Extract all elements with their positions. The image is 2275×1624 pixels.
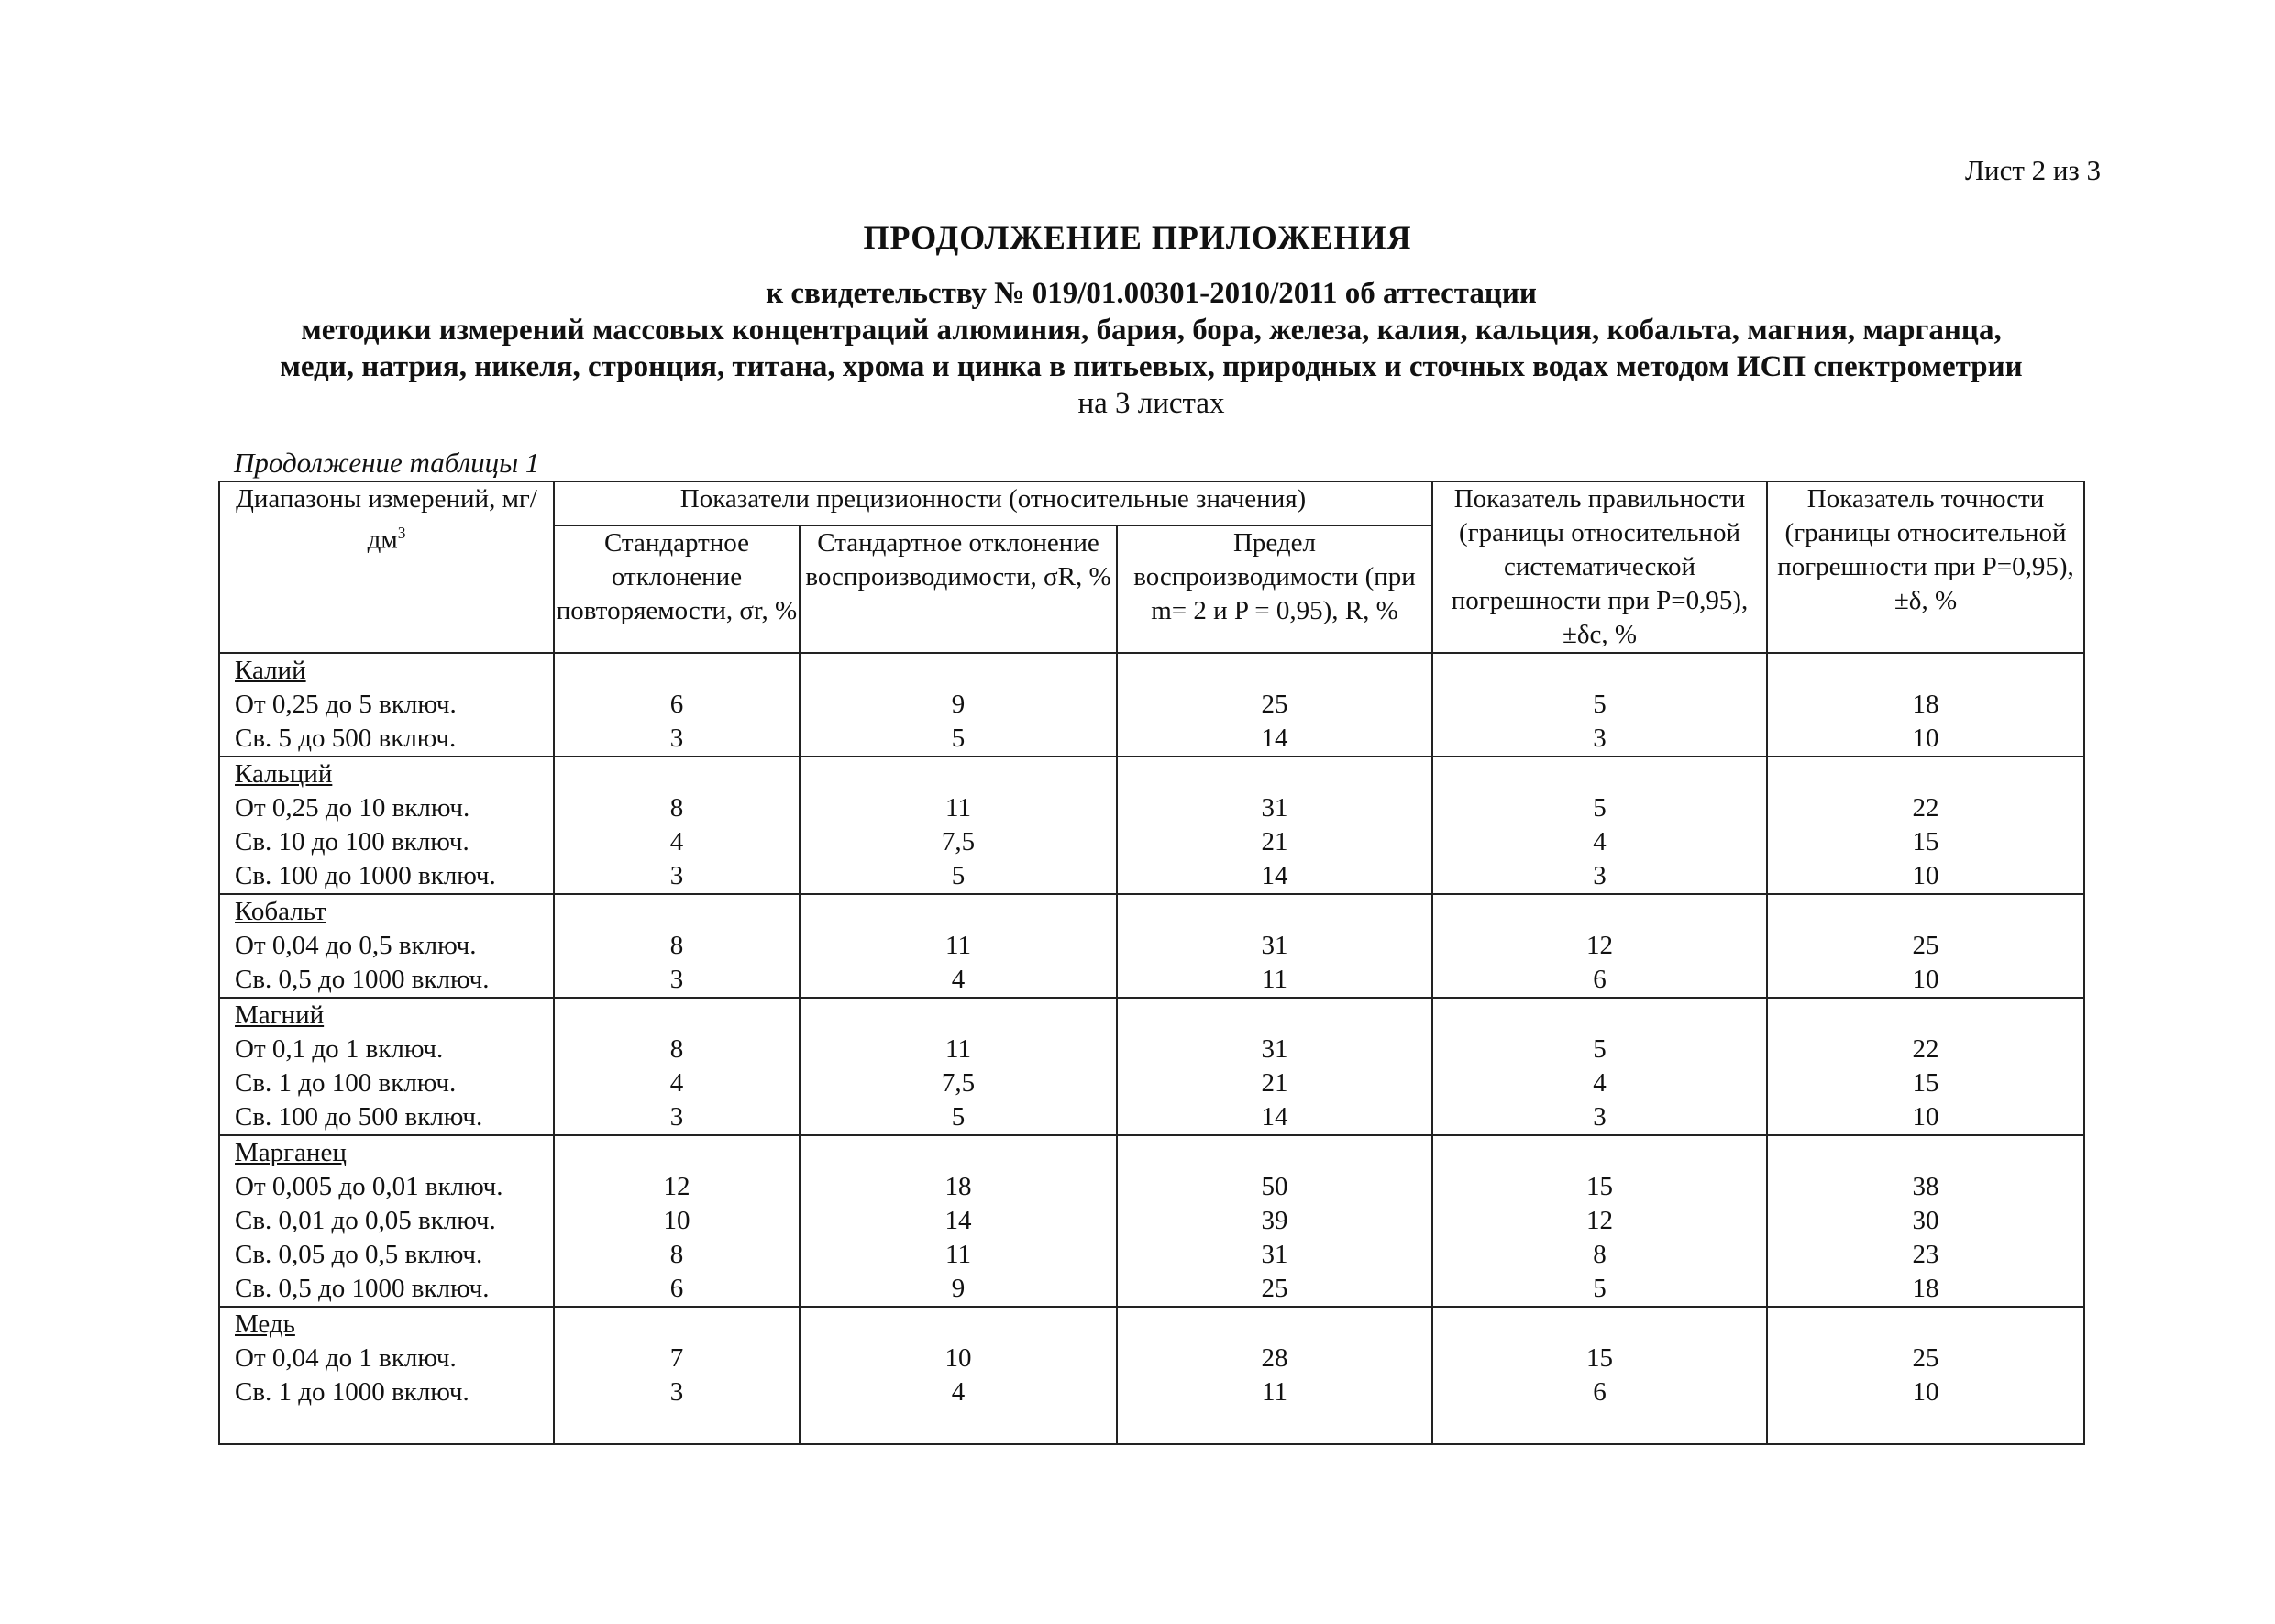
value-cell-sr: [554, 653, 800, 757]
value-sr: 6: [669, 690, 684, 719]
value-dc: 15: [1586, 1343, 1614, 1373]
value-dc: 3: [1593, 724, 1607, 753]
value-sr: 6: [669, 1274, 684, 1303]
header-reproducibility: Стандартное отклонение воспроизводимости, σR, %: [800, 525, 1117, 653]
element-name: Калий: [235, 656, 306, 685]
value-spacer: [555, 1136, 799, 1170]
range-value: Св. 100 до 500 включ.: [235, 1102, 483, 1132]
sheet-number: Лист 2 из 3: [1964, 154, 2101, 186]
value-cell-sR: [800, 1307, 1117, 1444]
value-spacer: [1433, 654, 1766, 688]
value-sR: 7,5: [941, 1068, 976, 1098]
value-cell-dc: [1432, 894, 1767, 998]
value-R: 31: [1261, 1034, 1288, 1064]
value-spacer: [555, 999, 799, 1033]
value-sr: 4: [669, 827, 684, 856]
value-d: 18: [1912, 690, 1939, 719]
value-R: 14: [1261, 1102, 1288, 1132]
range-value: От 0,1 до 1 включ.: [235, 1034, 444, 1064]
range-cell: [219, 1307, 554, 1444]
value-dc: 8: [1593, 1240, 1607, 1269]
range-cell: [219, 998, 554, 1135]
value-cell-sr: [554, 757, 800, 894]
value-d: 15: [1912, 827, 1939, 856]
table-group-row: [219, 653, 2084, 757]
value-spacer: [1118, 654, 1431, 688]
value-cell-R: [1117, 653, 1432, 757]
value-sr: 8: [669, 1240, 684, 1269]
document-title: ПРОДОЛЖЕНИЕ ПРИЛОЖЕНИЯ: [863, 219, 1412, 256]
value-sR: 11: [945, 793, 971, 823]
value-cell-sR: [800, 653, 1117, 757]
value-cell-sR: [800, 1135, 1117, 1307]
range-value: Св. 10 до 100 включ.: [235, 827, 469, 856]
value-d: 30: [1912, 1206, 1939, 1235]
value-spacer: [1768, 999, 2083, 1033]
value-d: 10: [1912, 965, 1939, 994]
range-value: От 0,005 до 0,01 включ.: [235, 1172, 503, 1201]
value-dc: 5: [1593, 690, 1607, 719]
subtitle-line-4: на 3 листах: [1077, 387, 1225, 420]
header-limit: Предел воспроизводимости (при m= 2 и P = 0,95), R, %: [1117, 525, 1432, 653]
value-cell-R: [1117, 894, 1432, 998]
value-cell-sr: [554, 1307, 800, 1444]
value-R: 21: [1261, 1068, 1288, 1098]
subtitle-line-3: меди, натрия, никеля, стронция, титана, хрома и цинка в питьевых, природных и сточных водах методом ИСП спектрометрии: [280, 350, 2023, 383]
value-spacer: [1768, 1136, 2083, 1170]
value-cell-R: [1117, 757, 1432, 894]
value-sr: 8: [669, 1034, 684, 1064]
value-dc: 3: [1593, 1102, 1607, 1132]
value-dc: 15: [1586, 1172, 1614, 1201]
range-value: От 0,25 до 5 включ.: [235, 690, 457, 719]
range-value: Св. 1 до 1000 включ.: [235, 1377, 469, 1407]
value-R: 21: [1261, 827, 1288, 856]
value-cell-sR: [800, 894, 1117, 998]
value-sr: 8: [669, 931, 684, 960]
value-spacer: [801, 1308, 1116, 1342]
table-group-row: [219, 1135, 2084, 1307]
value-cell-dc: [1432, 1135, 1767, 1307]
value-spacer: [1433, 999, 1766, 1033]
range-value: Св. 5 до 500 включ.: [235, 724, 457, 753]
range-value: Св. 100 до 1000 включ.: [235, 861, 496, 890]
value-sR: 10: [944, 1343, 972, 1373]
value-R: 11: [1262, 965, 1287, 994]
table-body: [219, 653, 2084, 1444]
value-spacer: [555, 757, 799, 791]
value-sR: 9: [951, 1274, 966, 1303]
range-value: Св. 0,5 до 1000 включ.: [235, 965, 490, 994]
value-spacer: [1118, 895, 1431, 929]
value-cell-d: [1767, 998, 2084, 1135]
precision-table: [218, 481, 2085, 1445]
value-cell-sR: [800, 757, 1117, 894]
value-sR: 9: [951, 690, 966, 719]
range-value: Св. 0,5 до 1000 включ.: [235, 1274, 490, 1303]
header-trueness: Показатель правильности (границы относительной систематической погрешности при P=0,95), ±δc, %: [1432, 481, 1767, 653]
header-range: [219, 481, 554, 653]
table-end-spacer: [235, 1409, 553, 1443]
element-name: Кобальт: [235, 897, 326, 926]
value-cell-d: [1767, 653, 2084, 757]
range-value: От 0,25 до 10 включ.: [235, 793, 470, 823]
range-cell: [219, 1135, 554, 1307]
value-cell-sr: [554, 1135, 800, 1307]
value-sR: 14: [944, 1206, 972, 1235]
value-spacer: [1118, 999, 1431, 1033]
value-sR: 5: [951, 861, 966, 890]
value-R: 31: [1261, 1240, 1288, 1269]
value-spacer: [801, 895, 1116, 929]
value-cell-sR: [800, 998, 1117, 1135]
value-cell-sr: [554, 894, 800, 998]
value-spacer: [1433, 895, 1766, 929]
value-d: 10: [1912, 861, 1939, 890]
value-cell-dc: [1432, 1307, 1767, 1444]
table-group-row: [219, 757, 2084, 894]
value-sR: 5: [951, 1102, 966, 1132]
element-name: Марганец: [235, 1138, 347, 1167]
value-d: 23: [1912, 1240, 1939, 1269]
value-spacer: [1768, 1308, 2083, 1342]
value-R: 25: [1261, 1274, 1288, 1303]
value-cell-d: [1767, 1135, 2084, 1307]
value-cell-dc: [1432, 653, 1767, 757]
value-sR: 5: [951, 724, 966, 753]
value-sR: 18: [944, 1172, 972, 1201]
value-cell-R: [1117, 1307, 1432, 1444]
value-d: 10: [1912, 1102, 1939, 1132]
table-group-row: [219, 1307, 2084, 1444]
table-caption: Продолжение таблицы 1: [234, 447, 540, 479]
value-spacer: [801, 1136, 1116, 1170]
value-sr: 4: [669, 1068, 684, 1098]
value-dc: 5: [1593, 793, 1607, 823]
element-name: Магний: [235, 1000, 325, 1030]
value-sr: 8: [669, 793, 684, 823]
value-spacer: [555, 895, 799, 929]
value-d: 10: [1912, 724, 1939, 753]
value-spacer: [555, 654, 799, 688]
value-sr: 3: [669, 1377, 684, 1407]
value-dc: 6: [1593, 965, 1607, 994]
value-R: 14: [1261, 724, 1288, 753]
range-value: От 0,04 до 1 включ.: [235, 1343, 457, 1373]
header-repeatability: Стандартное отклонение повторяемости, σr, %: [554, 525, 800, 653]
value-d: 22: [1912, 793, 1939, 823]
value-sr: 3: [669, 965, 684, 994]
range-value: От 0,04 до 0,5 включ.: [235, 931, 477, 960]
value-sR: 7,5: [941, 827, 976, 856]
value-dc: 4: [1593, 827, 1607, 856]
header-range-text: Диапазоны измерений, мг/дм: [236, 484, 537, 555]
value-sr: 3: [669, 861, 684, 890]
value-spacer: [1768, 757, 2083, 791]
value-sR: 4: [951, 965, 966, 994]
range-cell: [219, 653, 554, 757]
value-R: 14: [1261, 861, 1288, 890]
value-sr: 12: [663, 1172, 690, 1201]
value-spacer: [801, 757, 1116, 791]
value-d: 15: [1912, 1068, 1939, 1098]
value-d: 25: [1912, 1343, 1939, 1373]
value-d: 25: [1912, 931, 1939, 960]
value-spacer: [1433, 1136, 1766, 1170]
value-cell-dc: [1432, 757, 1767, 894]
value-d: 18: [1912, 1274, 1939, 1303]
value-spacer: [1433, 757, 1766, 791]
value-cell-d: [1767, 1307, 2084, 1444]
value-dc: 5: [1593, 1274, 1607, 1303]
value-cell-dc: [1432, 998, 1767, 1135]
range-value: Св. 0,01 до 0,05 включ.: [235, 1206, 496, 1235]
element-name: Кальций: [235, 759, 333, 789]
value-R: 50: [1261, 1172, 1288, 1201]
value-sR: 4: [951, 1377, 966, 1407]
value-d: 38: [1912, 1172, 1939, 1201]
table-group-row: [219, 894, 2084, 998]
value-spacer: [1768, 895, 2083, 929]
value-R: 39: [1261, 1206, 1288, 1235]
header-range-sup: 3: [397, 524, 406, 542]
document-subtitle: [220, 275, 2082, 422]
header-precision-group: Показатели прецизионности (относительные значения): [554, 481, 1432, 525]
value-spacer: [1433, 1308, 1766, 1342]
range-value: Св. 0,05 до 0,5 включ.: [235, 1240, 483, 1269]
value-d: 10: [1912, 1377, 1939, 1407]
value-cell-R: [1117, 1135, 1432, 1307]
value-cell-d: [1767, 757, 2084, 894]
value-d: 22: [1912, 1034, 1939, 1064]
value-cell-d: [1767, 894, 2084, 998]
value-spacer: [555, 1308, 799, 1342]
value-R: 11: [1262, 1377, 1287, 1407]
value-spacer: [801, 654, 1116, 688]
value-dc: 12: [1586, 931, 1614, 960]
value-cell-R: [1117, 998, 1432, 1135]
range-cell: [219, 757, 554, 894]
value-sr: 10: [663, 1206, 690, 1235]
range-cell: [219, 894, 554, 998]
value-cell-sr: [554, 998, 800, 1135]
value-sR: 11: [945, 1240, 971, 1269]
value-R: 31: [1261, 793, 1288, 823]
value-R: 28: [1261, 1343, 1288, 1373]
value-dc: 6: [1593, 1377, 1607, 1407]
value-dc: 5: [1593, 1034, 1607, 1064]
value-spacer: [1118, 757, 1431, 791]
value-sR: 11: [945, 931, 971, 960]
value-spacer: [1768, 654, 2083, 688]
value-dc: 12: [1586, 1206, 1614, 1235]
value-spacer: [801, 999, 1116, 1033]
value-spacer: [1118, 1136, 1431, 1170]
value-sr: 3: [669, 724, 684, 753]
range-value: Св. 1 до 100 включ.: [235, 1068, 457, 1098]
value-spacer: [1118, 1308, 1431, 1342]
value-sr: 3: [669, 1102, 684, 1132]
table-group-row: [219, 998, 2084, 1135]
value-dc: 4: [1593, 1068, 1607, 1098]
value-dc: 3: [1593, 861, 1607, 890]
value-sR: 11: [945, 1034, 971, 1064]
subtitle-line-1: к свидетельству № 019/01.00301-2010/2011 об аттестации: [766, 277, 1537, 310]
element-name: Медь: [235, 1309, 295, 1339]
header-accuracy: Показатель точности (границы относительной погрешности при P=0,95), ±δ, %: [1767, 481, 2084, 653]
value-R: 25: [1261, 690, 1288, 719]
value-R: 31: [1261, 931, 1288, 960]
subtitle-line-2: методики измерений массовых концентраций алюминия, бария, бора, железа, калия, кальция, кобальта, магния, марганца,: [301, 314, 2002, 347]
value-sr: 7: [669, 1343, 684, 1373]
